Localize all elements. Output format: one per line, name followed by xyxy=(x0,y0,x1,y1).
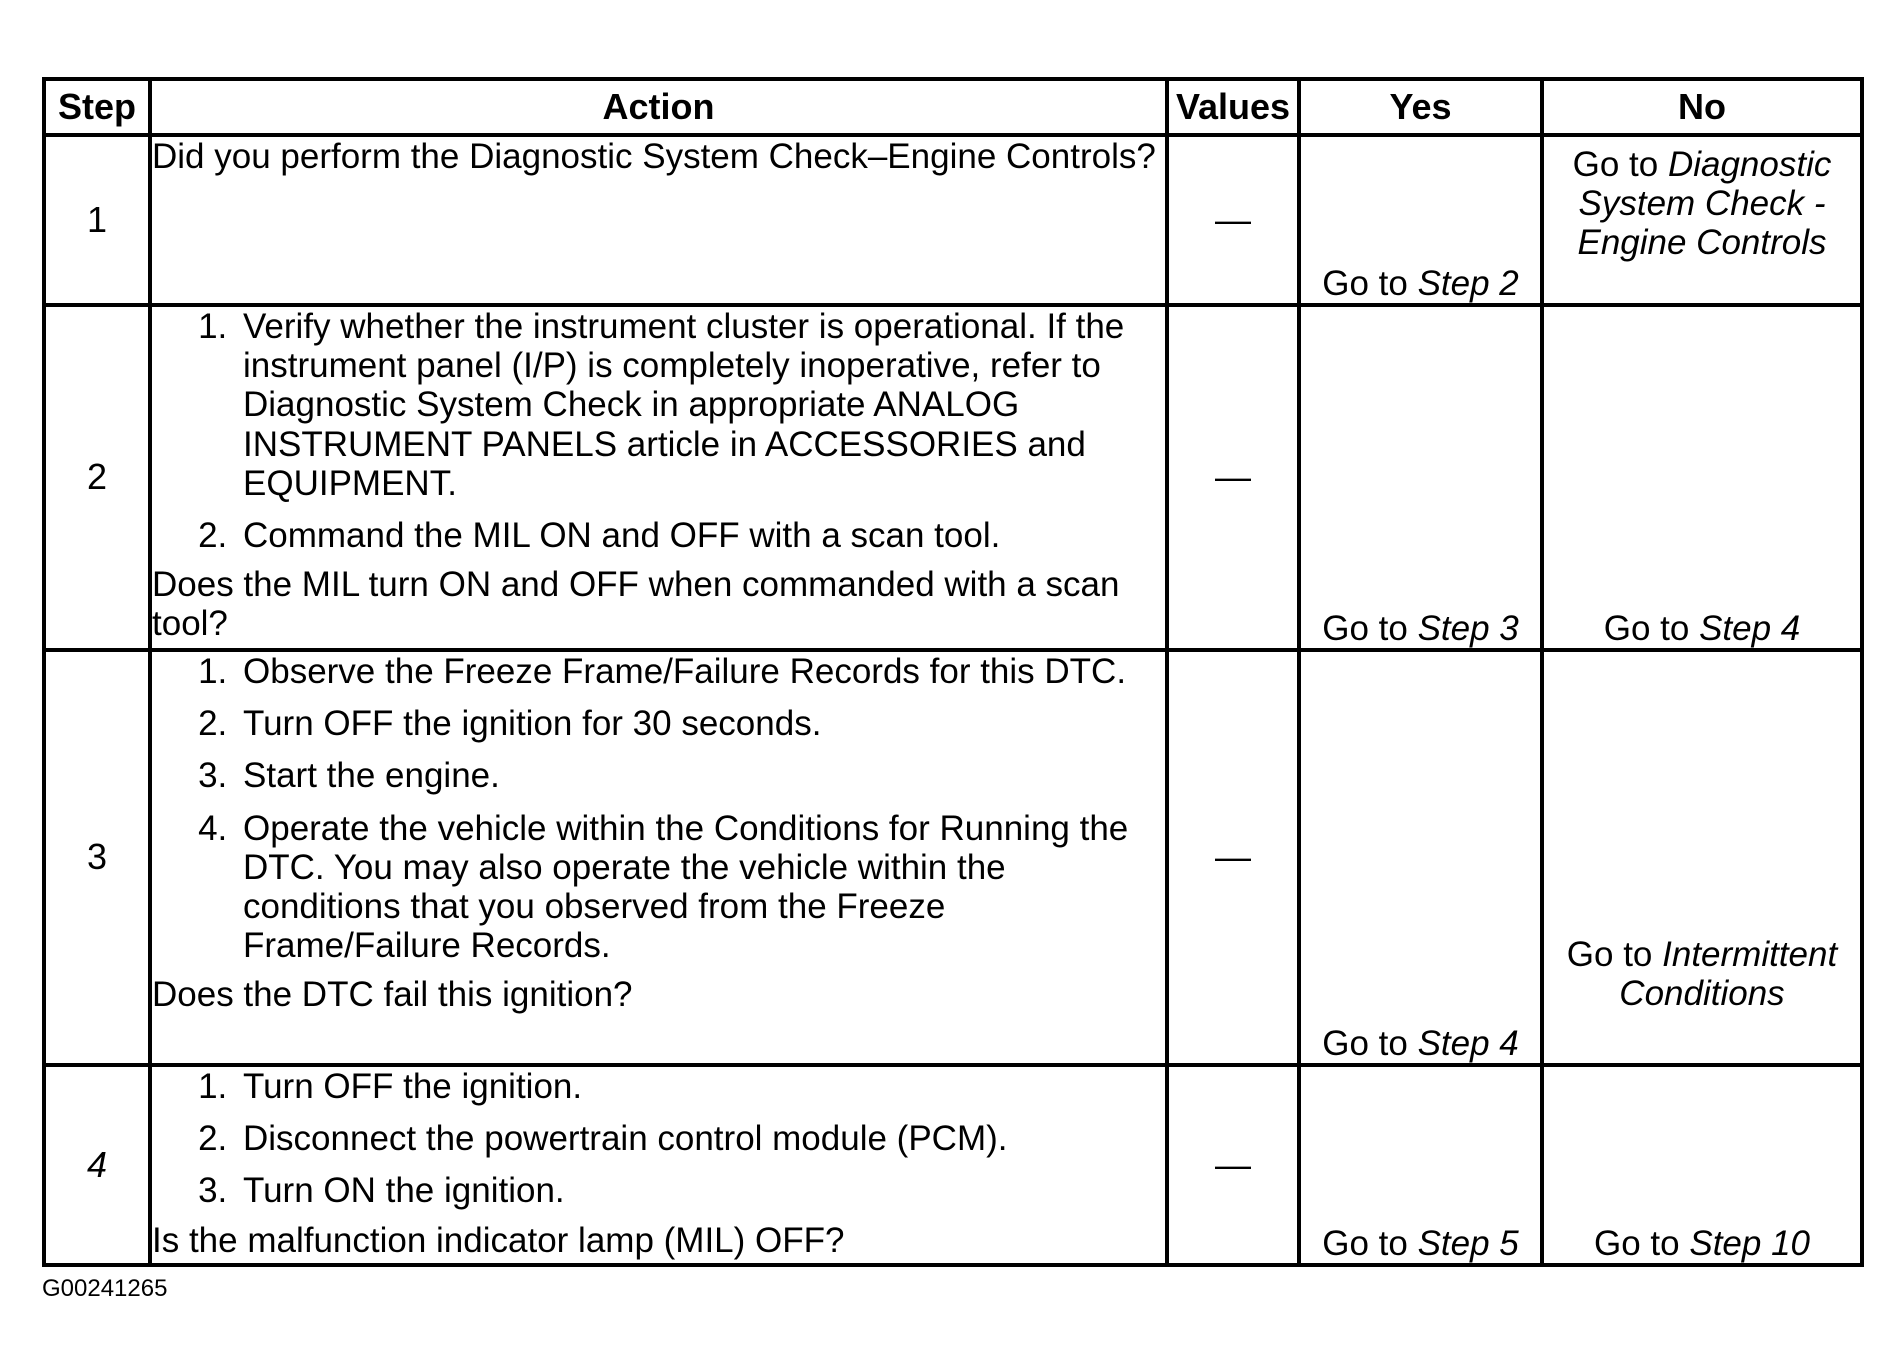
no-prefix: Go to xyxy=(1594,1223,1680,1263)
values-cell: — xyxy=(1167,650,1299,1065)
no-prefix: Go to xyxy=(1603,608,1690,648)
no-prefix: Go to xyxy=(1572,145,1659,184)
table-row xyxy=(44,305,1862,650)
no-cell xyxy=(1542,135,1862,305)
step-question: Does the MIL turn ON and OFF when commanded with a scan tool? xyxy=(152,565,1120,644)
yes-cell xyxy=(1299,650,1542,1065)
step-number: 2 xyxy=(44,305,150,650)
step-number: 1 xyxy=(44,135,150,305)
yes-prefix: Go to xyxy=(1322,608,1408,648)
action-item: 1. Turn OFF the ignition. xyxy=(237,1067,1165,1106)
action-list xyxy=(152,307,1165,555)
figure-id: G00241265 xyxy=(42,1275,168,1302)
action-item: 1. Observe the Freeze Frame/Failure Records for this DTC. xyxy=(237,652,1165,691)
yes-target: Step 3 xyxy=(1417,608,1519,648)
action-cell xyxy=(150,1065,1167,1265)
action-item: 4. Operate the vehicle within the Conditions for Running the DTC. You may also operate the vehicle within the conditions that you observed from the Freeze Frame/Failure Records. xyxy=(237,809,1165,966)
action-item: 3. Start the engine. xyxy=(237,756,1165,795)
action-list xyxy=(152,652,1165,965)
header-step: Step xyxy=(44,79,150,135)
no-cell xyxy=(1542,305,1862,650)
step-question: Is the malfunction indicator lamp (MIL) OFF? xyxy=(152,1220,845,1260)
action-item: 2. Disconnect the powertrain control module (PCM). xyxy=(237,1119,1165,1158)
yes-prefix: Go to xyxy=(1322,1223,1408,1263)
table-row xyxy=(44,135,1862,305)
header-yes: Yes xyxy=(1299,79,1542,135)
action-cell xyxy=(150,135,1167,305)
table-row xyxy=(44,1065,1862,1265)
no-target: Step 4 xyxy=(1699,608,1801,648)
action-list xyxy=(152,1067,1165,1211)
yes-cell xyxy=(1299,135,1542,305)
yes-cell xyxy=(1299,1065,1542,1265)
step-question: Did you perform the Diagnostic System Check–Engine Controls? xyxy=(152,137,1156,176)
action-item: 2. Turn OFF the ignition for 30 seconds. xyxy=(237,704,1165,743)
table-row xyxy=(44,650,1862,1065)
yes-target: Step 4 xyxy=(1417,1023,1519,1063)
header-row xyxy=(44,79,1862,135)
no-cell xyxy=(1542,1065,1862,1265)
step-number: 3 xyxy=(44,650,150,1065)
yes-prefix: Go to xyxy=(1322,1023,1408,1063)
values-cell: — xyxy=(1167,1065,1299,1265)
header-values: Values xyxy=(1167,79,1299,135)
action-item: 1. Verify whether the instrument cluster is operational. If the instrument panel (I/P) is completely inoperative, refer to Diagnostic System Check in appropriate ANALOG INSTRUMENT PANELS article in ACCESSORIES and EQUIPMENT. xyxy=(237,307,1165,503)
action-item: 3. Turn ON the ignition. xyxy=(237,1171,1165,1210)
yes-target: Step 2 xyxy=(1417,263,1519,303)
no-cell xyxy=(1542,650,1862,1065)
step-question: Does the DTC fail this ignition? xyxy=(152,975,633,1015)
yes-target: Step 5 xyxy=(1417,1223,1519,1263)
no-target: Step 10 xyxy=(1689,1223,1810,1263)
diagnostic-table xyxy=(42,77,1864,1267)
step-number: 4 xyxy=(44,1065,150,1265)
yes-prefix: Go to xyxy=(1322,263,1408,303)
action-cell xyxy=(150,650,1167,1065)
values-cell: — xyxy=(1167,305,1299,650)
action-cell xyxy=(150,305,1167,650)
action-item: 2. Command the MIL ON and OFF with a scan tool. xyxy=(237,516,1165,555)
values-cell: — xyxy=(1167,135,1299,305)
header-no: No xyxy=(1542,79,1862,135)
no-prefix: Go to xyxy=(1566,934,1653,974)
yes-cell xyxy=(1299,305,1542,650)
no-target: Intermittent Conditions xyxy=(1619,934,1838,1013)
header-action: Action xyxy=(150,79,1167,135)
no-target: Diagnostic System Check - Engine Controls xyxy=(1577,145,1832,263)
